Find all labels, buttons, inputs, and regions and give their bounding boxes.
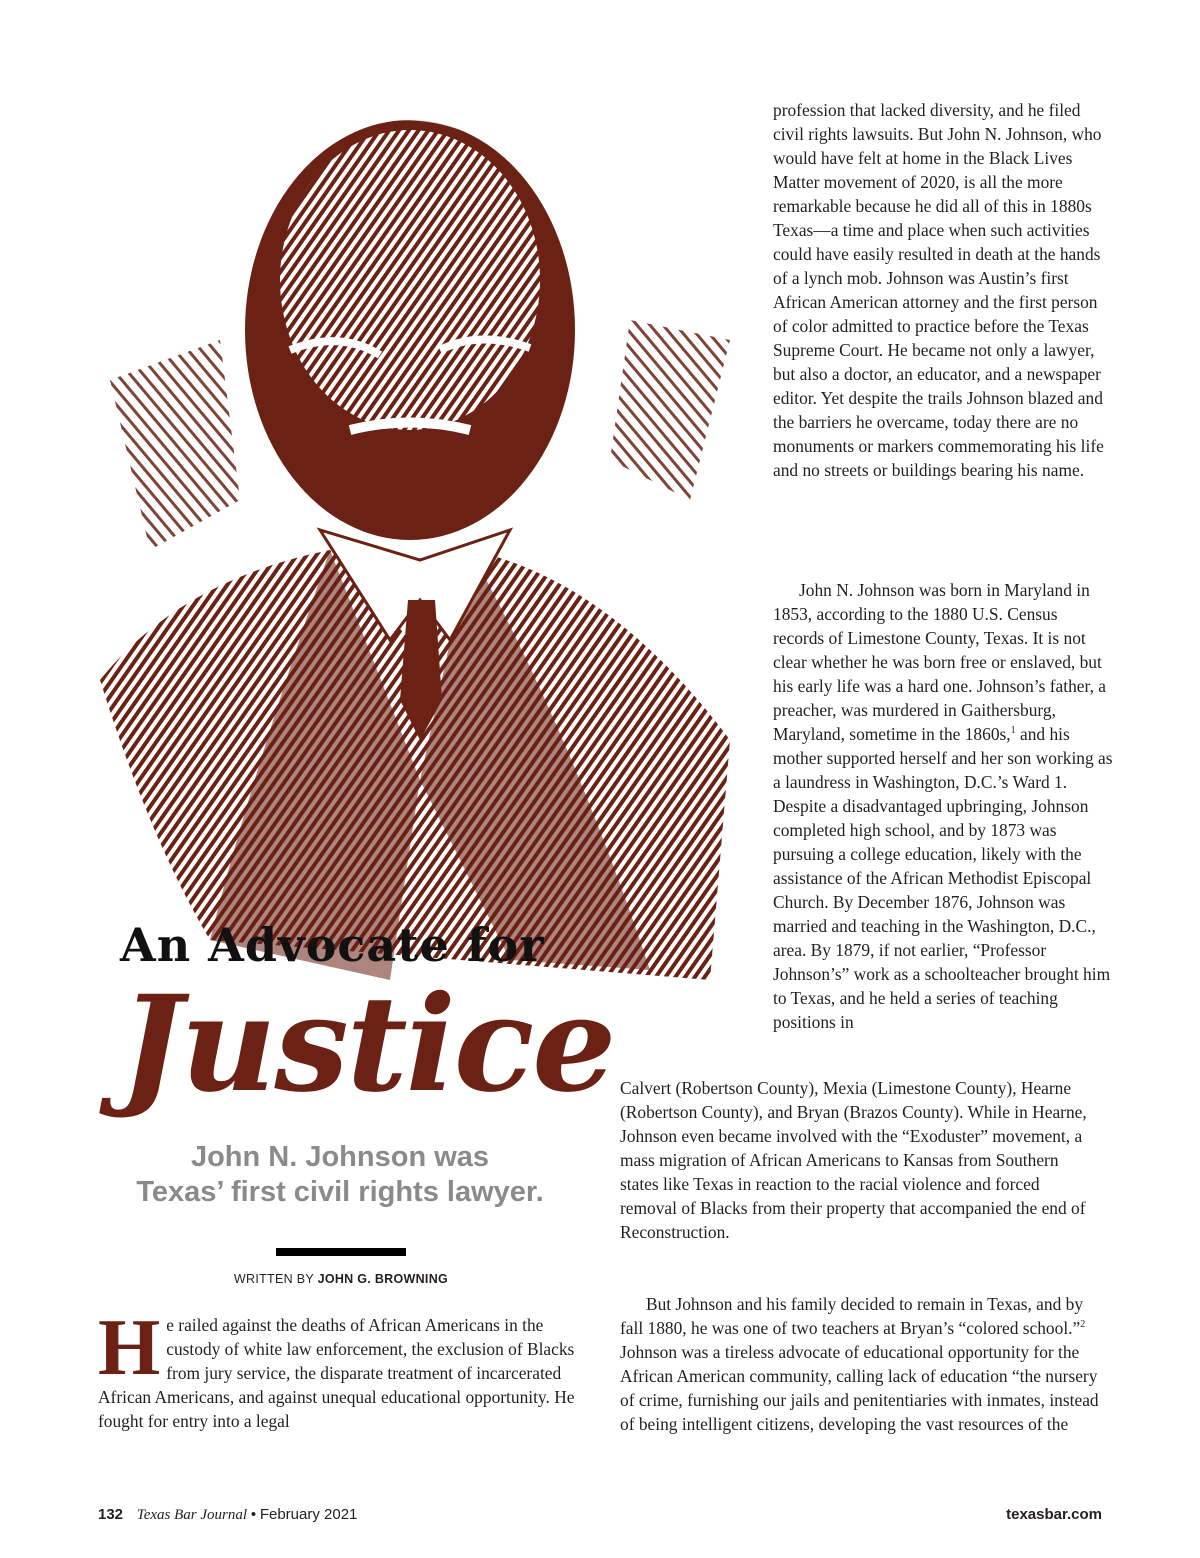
- intro-text: e railed against the deaths of African Americans in the custody of white law enforcement, the exclusion of Blacks from jury service, the disparate treatment of incarcerated African Americans, and against unequal educational opportunity. He fought for entry into a legal: [98, 1315, 575, 1431]
- article-body-paragraph-2-continued: [620, 1076, 1090, 1244]
- subtitle-line-1: John N. Johnson was: [190, 1141, 490, 1173]
- title-divider: [276, 1248, 406, 1256]
- drop-cap: H: [98, 1304, 161, 1392]
- site-link[interactable]: texasbar.com: [1006, 1506, 1102, 1523]
- article-body-paragraph-3: [620, 1292, 1106, 1436]
- page-number: 132: [98, 1506, 124, 1523]
- page-footer: [98, 1506, 1102, 1528]
- journal-name: Texas Bar Journal: [136, 1507, 248, 1523]
- paragraph-text: [620, 1292, 1106, 1436]
- article-title-line-1: An Advocate for: [120, 918, 545, 972]
- paragraph-text: [773, 578, 1113, 1034]
- byline-author: JOHN G. BROWNING: [317, 1272, 449, 1286]
- byline-prefix: WRITTEN BY: [233, 1272, 314, 1286]
- subtitle-line-2: Texas’ first civil rights lawyer.: [136, 1176, 544, 1208]
- paragraph-part: John N. Johnson was born in Maryland in 1853, according to the 1880 U.S. Census records of Limestone County, Texas. It is not clear whether he was born free or enslaved, but his early life was a hard one. Johnson’s father, a preacher, was murdered in Gaithersburg, Maryland, sometime in the 1860s,: [773, 580, 1107, 744]
- footnote-1: 1: [1010, 725, 1016, 737]
- footer-separator: •: [250, 1506, 257, 1523]
- article-body-column-2-paragraph-2: [773, 578, 1113, 1034]
- footnote-2: 2: [1080, 1319, 1086, 1331]
- paragraph-part: and his mother supported herself and her son working as a laundress in Washington, D.C.’s Ward 1. Despite a disadvantaged upbringing, Johnson completed high school, and by 1873 was pursuing a college education, likely with the assistance of the African Methodist Episcopal Church. By December 1876, Johnson was married and teaching in the Washington, D.C., area. By 1879, if not earlier, “Professor Johnson’s” work as a schoolteacher brought him to Texas, and he held a series of teaching positions in: [773, 724, 1113, 1032]
- byline: [100, 1272, 582, 1286]
- article-body-column-2-paragraph-1: [773, 98, 1113, 482]
- paragraph-text: Calvert (Robertson County), Mexia (Limestone County), Hearne (Robertson County), and Bryan (Brazos County). While in Hearne, Johnson even became involved with the “Exoduster” movement, a mass migration of African Americans to Kansas from Southern states like Texas in reaction to the racial violence and forced removal of Blacks from their property that accompanied the end of Reconstruction.: [620, 1078, 1087, 1242]
- paragraph-part: Johnson was a tireless advocate of educational opportunity for the African American community, calling lack of education “the nursery of crime, furnishing our jails and penitentiaries with inmates, instead of being intelligent citizens, developing the vast resources of the: [620, 1342, 1099, 1434]
- article-title-line-2: Justice: [120, 967, 615, 1122]
- paragraph-text: profession that lacked diversity, and he filed civil rights lawsuits. But John N. Johnson, who would have felt at home in the Black Lives Matter movement of 2020, is all the more remarkable because he did all of this in 1880s Texas—a time and place when such activities could have easily resulted in death at the hands of a lynch mob. Johnson was Austin’s first African American attorney and the first person of color admitted to practice before the Texas Supreme Court. He became not only a lawyer, but also a doctor, an educator, and a newspaper editor. Yet despite the trails Johnson blazed and the barriers he overcame, today there are no monuments or markers commemorating his life and no streets or buildings bearing his name.: [773, 100, 1104, 480]
- issue-date: February 2021: [259, 1506, 358, 1523]
- article-subtitle: [100, 1140, 580, 1210]
- paragraph-part: But Johnson and his family decided to remain in Texas, and by fall 1880, he was one of two teachers at Bryan’s “colored school.”: [620, 1294, 1084, 1338]
- portrait-illustration: [90, 80, 770, 980]
- article-intro: [98, 1304, 586, 1433]
